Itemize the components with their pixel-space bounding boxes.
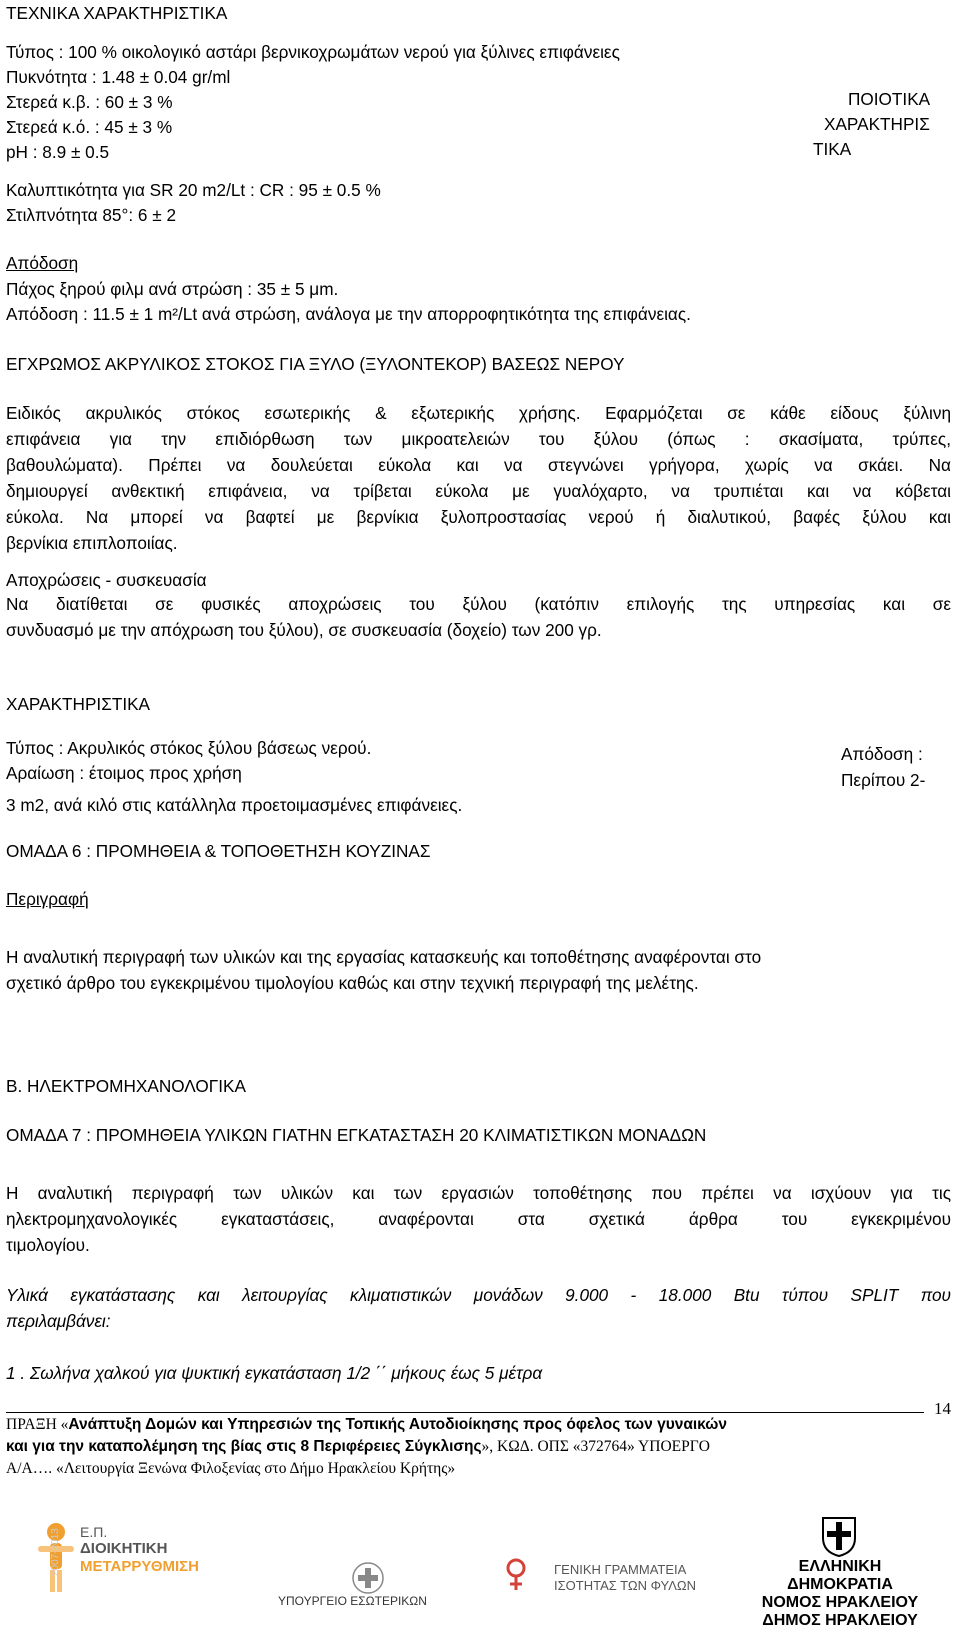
hellenic-1: ΕΛΛΗΝΙΚΗ (798, 1558, 882, 1575)
gsg-name-2: ΙΣΟΤΗΤΑΣ ΤΩΝ ΦΥΛΩΝ (554, 1578, 697, 1593)
group6-description-line-2: σχετικό άρθρο του εγκεκριμένου τιμολογίου καθώς και στην τεχνική περιγραφή της μελέτης. (6, 973, 699, 993)
footer-line-2 (6, 1436, 710, 1458)
chars-yield-1: Απόδοση : (841, 744, 923, 764)
footer-prefix: ΠΡΑΞΗ « (6, 1416, 69, 1433)
hellenic-2: ΔΗΜΟΚΡΑΤΙΑ (787, 1576, 893, 1593)
tech-solids-volume: Στερεά κ.ό. : 45 ± 3 % (6, 117, 173, 137)
tech-heading: ΤΕΧΝΙΚΑ ΧΑΡΑΚΤΗΡΙΣΤΙΚΑ (6, 3, 228, 23)
municipality-block (740, 1514, 940, 1633)
putty-heading: ΕΓΧΡΩΜΟΣ ΑΚΡΥΛΙΚΟΣ ΣΤΟΚΟΣ ΓΙΑ ΞΥΛΟ (ΞΥΛΟΝΤΕΚΟΡ) ΒΑΣΕΩΣ ΝΕΡΟΥ (6, 354, 625, 374)
section-b-line-2: ηλεκτρομηχανολογικές εγκαταστάσεις, αναφέρονται στα σχετικά άρθρα του εγκεκριμένου (6, 1209, 951, 1229)
page-number: 14 (934, 1399, 951, 1418)
ep-years: 2007-2013 (50, 1528, 61, 1576)
group6-heading: ΟΜΑΔΑ 6 : ΠΡΟΜΗΘΕΙΑ & ΤΟΠΟΘΕΤΗΣΗ ΚΟΥΖΙΝΑΣ (6, 841, 431, 861)
putty-line-1: Ειδικός ακρυλικός στόκος εσωτερικής & εξωτερικής χρήσης. Εφαρμόζεται σε κάθε είδους ξύλινη (6, 403, 951, 423)
section-b-heading: Β. ΗΛΕΚΤΡΟΜΗΧΑΝΟΛΟΓΙΚΑ (6, 1076, 246, 1096)
gsg-name-1: ΓΕΝΙΚΗ ΓΡΑΜΜΑΤΕΙΑ (554, 1562, 687, 1577)
chars-yield-3: 3 m2, ανά κιλό στις κατάλληλα προετοιμασμένες επιφάνειες. (6, 795, 463, 815)
tech-gloss: Στιλπνότητα 85°: 6 ± 2 (6, 205, 177, 225)
footer-title-bold: Ανάπτυξη Δομών και Υπηρεσιών της Τοπικής Αυτοδιοίκησης προς όφελος των γυναικών (68, 1416, 728, 1433)
ep-label: Ε.Π. (80, 1524, 108, 1540)
group7-heading: ΟΜΑΔΑ 7 : ΠΡΟΜΗΘΕΙΑ ΥΛΙΚΩΝ ΓΙΑΤΗΝ ΕΓΚΑΤΑΣΤΑΣΗ 20 ΚΛΙΜΑΤΙΣΤΙΚΩΝ ΜΟΝΑΔΩΝ (6, 1125, 707, 1145)
split-materials-line-2: περιλαμβάνει: (6, 1311, 111, 1331)
ep-logo (36, 1518, 206, 1630)
municipality-name: ΔΗΜΟΣ ΗΡΑΚΛΕΙΟΥ (762, 1612, 918, 1629)
putty-line-6: βερνίκια επιπλοποιίας. (6, 533, 178, 553)
tech-density: Πυκνότητα : 1.48 ± 0.04 gr/ml (6, 67, 231, 87)
footer-code: », ΚΩΔ. ΟΠΣ «372764» ΥΠΟΕΡΓΟ (481, 1438, 710, 1455)
chars-heading: ΧΑΡΑΚΤΗΡΙΣΤΙΚΑ (6, 694, 151, 714)
ep-title-1: ΔΙΟΙΚΗΤΙΚΗ (80, 1540, 168, 1557)
chars-dilution: Αραίωση : έτοιμος προς χρήση (6, 763, 242, 783)
tech-film: Πάχος ξηρού φιλμ ανά στρώση : 35 ± 5 μm. (6, 279, 339, 299)
footer-line-3: Α/Α…. «Λειτουργία Ξενώνα Φιλοξενίας στο Δήμο Ηρακλείου Κρήτης» (6, 1460, 456, 1477)
putty-line-5: εύκολα. Να μπορεί να βαφτεί με βερνίκια ξυλοπροστασίας νερού ή διαλυτικού, βαφές ξύλου και (6, 507, 951, 527)
footer-divider (6, 1412, 924, 1413)
gsg-logo (500, 1556, 697, 1616)
split-materials-line-1: Υλικά εγκατάστασης και λειτουργίας κλιματιστικών μονάδων 9.000 - 18.000 Btu τύπου SPLIT που (6, 1285, 951, 1305)
putty-line-4: δημιουργεί ανθεκτική επιφάνεια, να τρίβεται εύκολα με γυαλόχαρτο, να τρυπιέται και να κόβεται (6, 481, 951, 501)
quality-label-2: ΧΑΡΑΚΤΗΡΙΣ (824, 114, 930, 134)
chars-type: Τύπος : Ακρυλικός στόκος ξύλου βάσεως νερού. (6, 738, 372, 758)
colors-line-2: συνδυασμό με την απόχρωση του ξύλου), σε συσκευασία (δοχείο) των 200 γρ. (6, 620, 602, 640)
tech-yield: Απόδοση : 11.5 ± 1 m²/Lt ανά στρώση, ανάλογα με την απορροφητικότητα της επιφάνειας. (6, 304, 691, 324)
tech-type: Τύπος : 100 % οικολογικό αστάρι βερνικοχρωμάτων νερού για ξύλινες επιφάνειες (6, 42, 620, 62)
chars-yield-2: Περίπου 2- (841, 770, 926, 790)
colors-line-1: Να διατίθεται σε φυσικές αποχρώσεις του ξύλου (κατόπιν επιλογής της υπηρεσίας και σε (6, 594, 951, 614)
quality-label-3: ΤΙΚΑ (813, 139, 852, 159)
greek-emblem-icon (350, 1560, 386, 1596)
greek-coat-of-arms-icon (819, 1514, 859, 1558)
quality-label-1: ΠΟΙΟΤΙΚΑ (848, 89, 931, 109)
section-b-line-1: Η αναλυτική περιγραφή των υλικών και των εργασιών τοποθέτησης που πρέπει να ισχύουν για τις (6, 1183, 951, 1203)
copper-pipe-item: 1 . Σωλήνα χαλκού για ψυκτική εγκατάσταση 1/2 ΄΄ μήκους έως 5 μέτρα (6, 1363, 543, 1383)
footer-line-1 (6, 1414, 727, 1436)
colors-heading: Αποχρώσεις - συσκευασία (6, 570, 207, 590)
prefecture-name: ΝΟΜΟΣ ΗΡΑΚΛΕΙΟΥ (761, 1594, 919, 1611)
gsg-symbol-icon (500, 1556, 550, 1596)
ministry-logo (278, 1560, 478, 1610)
tech-coverage: Καλυπτικότητα για SR 20 m2/Lt : CR : 95 ± 0.5 % (6, 180, 381, 200)
footer-title-bold-2: και για την καταπολέμηση της βίας στις 8 Περιφέρειες Σύγκλισης (6, 1438, 482, 1455)
section-b-line-3: τιμολογίου. (6, 1235, 90, 1255)
tech-ph: pH : 8.9 ± 0.5 (6, 142, 110, 162)
putty-line-3: βαθουλώματα). Πρέπει να δουλεύεται εύκολα και να στεγνώνει γρήγορα, χωρίς να σκάει. Να (6, 455, 951, 475)
tech-solids-weight: Στερεά κ.β. : 60 ± 3 % (6, 92, 173, 112)
ep-title-2: ΜΕΤΑΡΡΥΘΜΙΣΗ (80, 1558, 199, 1575)
ministry-name: ΥΠΟΥΡΓΕΙΟ ΕΣΩΤΕΡΙΚΩΝ (278, 1594, 427, 1608)
putty-line-2: επιφάνεια για την επιδιόρθωση των μικροατελειών του ξύλου (όπως : σκασίματα, τρύπες, (6, 429, 951, 449)
group6-description-line-1: Η αναλυτική περιγραφή των υλικών και της εργασίας κατασκευής και τοποθέτησης αναφέρονται στο (6, 947, 762, 967)
yield-heading: Απόδοση (6, 253, 79, 273)
group6-description-heading: Περιγραφή (6, 889, 89, 909)
